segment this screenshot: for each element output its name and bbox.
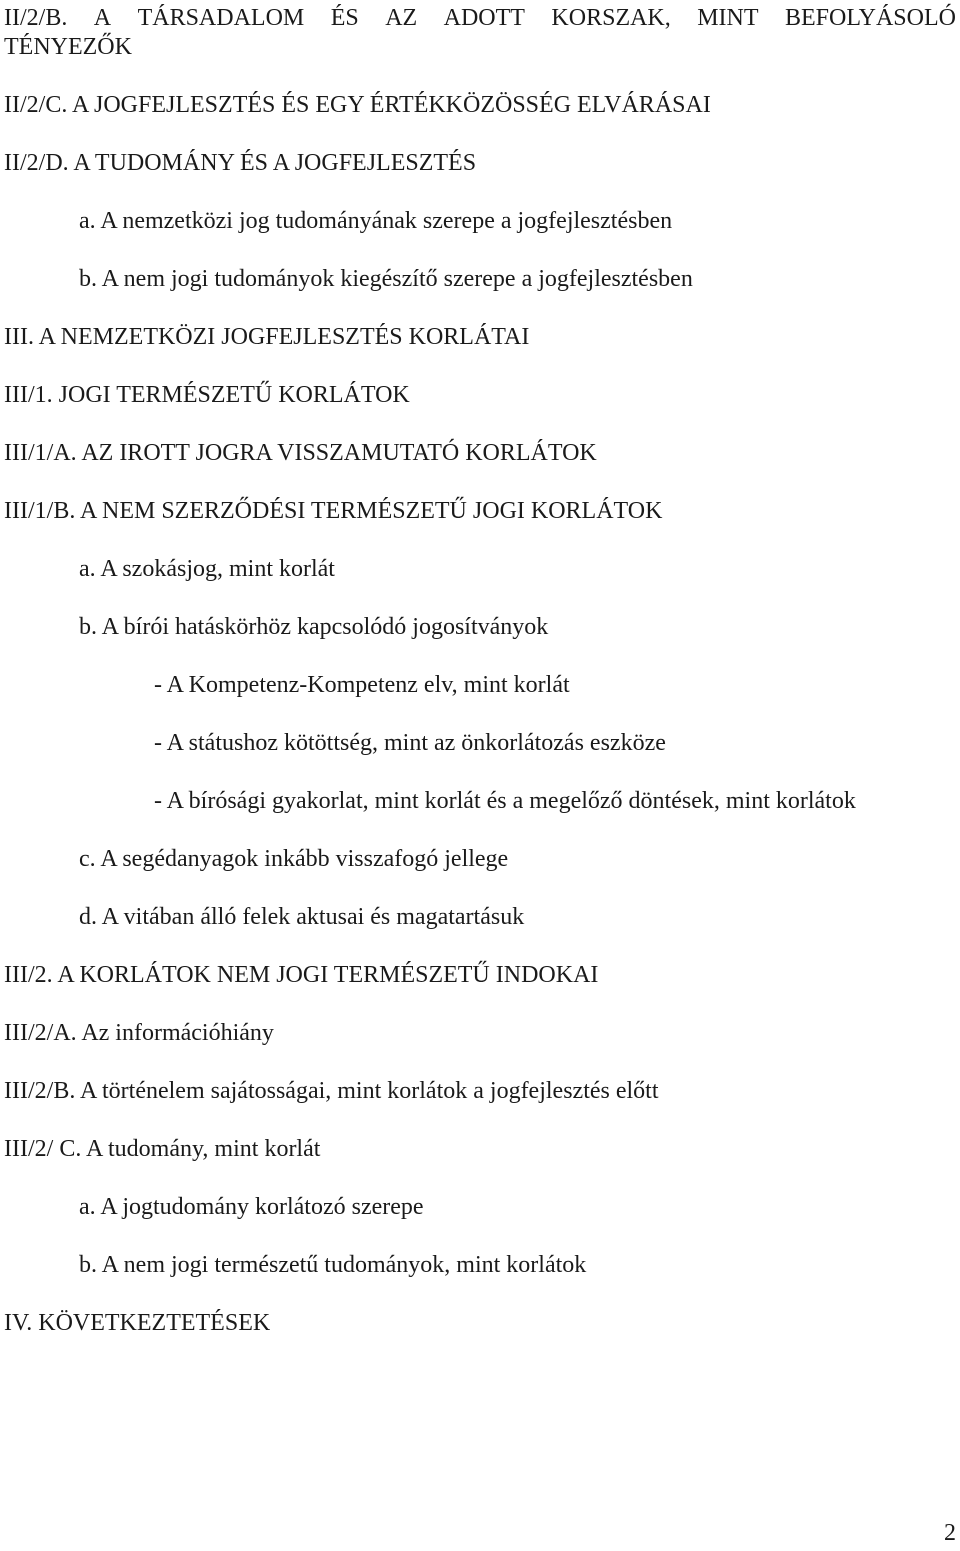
heading-word: AZ — [385, 5, 418, 31]
toc-heading-iii-1-a: III/1/A. AZ IROTT JOGRA VISSZAMUTATÓ KORLÁTOK — [4, 440, 597, 466]
toc-heading-ii-2-d: II/2/D. A TUDOMÁNY ÉS A JOGFEJLESZTÉS — [4, 150, 477, 176]
heading-word: II/2/B. — [4, 5, 68, 31]
toc-heading-iii: III. A NEMZETKÖZI JOGFEJLESZTÉS KORLÁTAI — [4, 324, 530, 350]
heading-word: A — [93, 5, 112, 31]
toc-subitem-a: a. A jogtudomány korlátozó szerepe — [79, 1194, 424, 1220]
toc-bullet-item: - A státushoz kötöttség, mint az önkorlátozás eszköze — [154, 730, 666, 756]
toc-subitem-b: b. A bírói hatáskörhöz kapcsolódó jogosítványok — [79, 614, 549, 640]
toc-bullet-item: - A Kompetenz-Kompetenz elv, mint korlát — [154, 672, 570, 698]
toc-subitem-a: a. A szokásjog, mint korlát — [79, 556, 335, 582]
toc-subitem-b: b. A nem jogi tudományok kiegészítő szerepe a jogfejlesztésben — [79, 266, 693, 292]
toc-heading-iii-1-b: III/1/B. A NEM SZERZŐDÉSI TERMÉSZETŰ JOGI KORLÁTOK — [4, 498, 663, 524]
toc-bullet-item: - A bírósági gyakorlat, mint korlát és a megelőző döntések, mint korlátok — [154, 788, 856, 814]
heading-word: KORSZAK, — [551, 5, 671, 31]
toc-heading-iii-2-a: III/2/A. Az információhiány — [4, 1020, 274, 1046]
heading-word: ADOTT — [443, 5, 525, 31]
heading-word: ÉS — [330, 5, 359, 31]
toc-heading-iv: IV. KÖVETKEZTETÉSEK — [4, 1310, 271, 1336]
toc-heading-iii-1: III/1. JOGI TERMÉSZETŰ KORLÁTOK — [4, 382, 410, 408]
toc-heading-ii-2-b-continued: TÉNYEZŐK — [4, 34, 132, 60]
heading-word: BEFOLYÁSOLÓ — [785, 5, 956, 31]
heading-word: TÁRSADALOM — [137, 5, 305, 31]
page-number: 2 — [944, 1520, 956, 1546]
toc-heading-iii-2-c: III/2/ C. A tudomány, mint korlát — [4, 1136, 321, 1162]
toc-heading-iii-2-b: III/2/B. A történelem sajátosságai, mint korlátok a jogfejlesztés előtt — [4, 1078, 659, 1104]
toc-heading-ii-2-c: II/2/C. A JOGFEJLESZTÉS ÉS EGY ÉRTÉKKÖZÖSSÉG ELVÁRÁSAI — [4, 92, 711, 118]
toc-subitem-c: c. A segédanyagok inkább visszafogó jellege — [79, 846, 509, 872]
toc-heading-iii-2: III/2. A KORLÁTOK NEM JOGI TERMÉSZETŰ INDOKAI — [4, 962, 599, 988]
toc-subitem-d: d. A vitában álló felek aktusai és magatartásuk — [79, 904, 525, 930]
toc-subitem-b: b. A nem jogi természetű tudományok, mint korlátok — [79, 1252, 587, 1278]
toc-heading-ii-2-b — [4, 4, 956, 32]
heading-word: MINT — [697, 5, 759, 31]
toc-subitem-a: a. A nemzetközi jog tudományának szerepe a jogfejlesztésben — [79, 208, 673, 234]
